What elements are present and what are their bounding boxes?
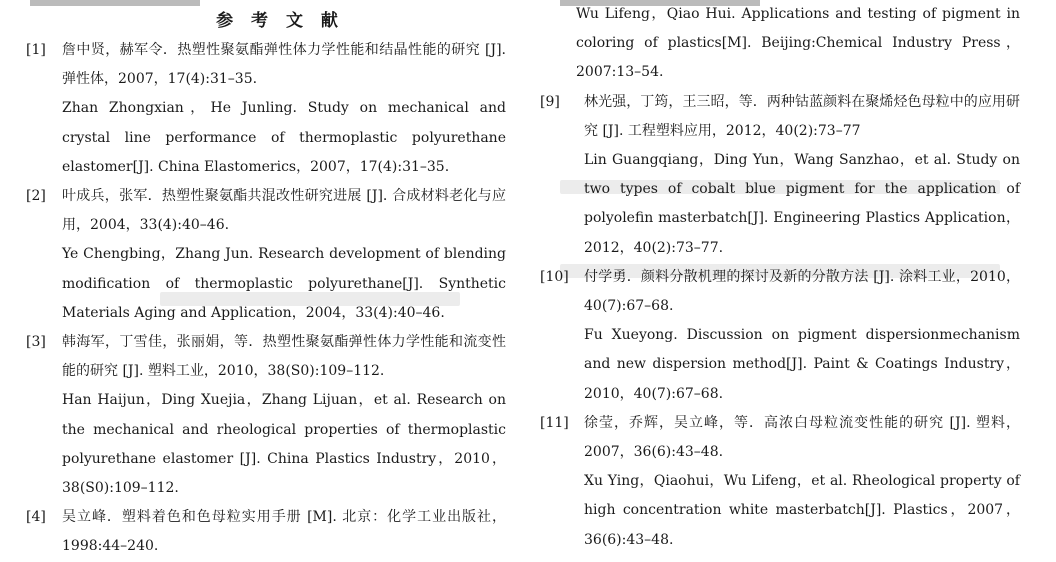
reference-number: [2] (26, 188, 46, 205)
reference-entry (540, 88, 1020, 263)
reference-entry (26, 182, 506, 328)
reference-number: [1] (26, 42, 46, 58)
reference-number: [4] (26, 509, 46, 526)
references-heading: 参 考 文 献 (216, 11, 344, 31)
reference-chinese: 叶成兵，张军．热塑性聚氨酯共混改性研究进展 [J]. 合成材料老化与应用，2004，33(4):40–46. (62, 188, 506, 234)
reference-number: [9] (540, 93, 560, 110)
reference-chinese: 徐莹，乔辉，吴立峰，等．高浓白母粒流变性能的研究 [J]. 塑料，2007，36(6):43–48. (584, 414, 1020, 461)
right-column (540, 0, 1020, 555)
reference-number: [10] (540, 268, 569, 285)
reference-entry (26, 328, 506, 503)
reference-continuation: Wu Lifeng，Qiao Hui. Applications and testing of pigment in coloring of plastics[M]. Beijing:Chemical Industry Press，2007:13–54. (576, 6, 1020, 81)
reference-chinese: 林光强，丁筠，王三昭，等．两种钴蓝颜料在聚烯烃色母粒中的应用研究 [J]. 工程塑料应用，2012，40(2):73–77 (584, 93, 1020, 139)
reference-entry (540, 263, 1020, 409)
reference-entry (26, 36, 506, 182)
reference-english: Fu Xueyong. Discussion on pigment dispersionmechanism and new dispersion method[J]. Paint & Coatings Industry，2010，40(7):67–68. (584, 327, 1020, 402)
left-column (26, 0, 506, 562)
reference-english: Xu Ying，Qiaohui，Wu Lifeng，et al. Rheological property of high concentration white masterbatch[J]. Plastics，2007，36(6):43–48. (584, 473, 1020, 548)
reference-english: Han Haijun，Ding Xuejia，Zhang Lijuan，et al. Research on the mechanical and rheological properties of thermoplastic polyurethane elastomer [J]. China Plastics Industry，2010，38(S0):109–112. (62, 392, 506, 497)
reference-english: Ye Chengbing，Zhang Jun. Research development of blending modification of thermoplastic polyurethane[J]. Synthetic Materials Aging and Application，2004，33(4):40–46. (62, 246, 506, 321)
reference-chinese: 付学勇．颜料分散机理的探讨及新的分散方法 [J]. 涂料工业，2010，40(7):67–68. (584, 268, 1020, 315)
reference-entry (26, 503, 506, 561)
reference-entry (540, 409, 1020, 555)
reference-number: [11] (540, 414, 569, 431)
reference-chinese: 吴立峰．塑料着色和色母粒实用手册 [M]. 北京：化学工业出版社，1998:44–240. (62, 509, 506, 555)
reference-chinese: 韩海军，丁雪佳，张丽娟，等．热塑性聚氨酯弹性体力学性能和流变性能的研究 [J]. 塑料工业，2010，38(S0):109–112. (62, 334, 506, 380)
reference-chinese: 詹中贤，赫军令．热塑性聚氨酯弹性体力学性能和结晶性能的研究 [J]. 弹性体，2007，17(4):31–35. (62, 42, 506, 88)
reference-english: Lin Guangqiang，Ding Yun，Wang Sanzhao，et al. Study on two types of cobalt blue pigment for the application of polyolefin masterbatch[J]. Engineering Plastics Application，2012，40(2):73–77. (584, 152, 1020, 256)
reference-number: [3] (26, 334, 46, 351)
reference-english: Zhan Zhongxian，He Junling. Study on mechanical and crystal line performance of thermoplastic polyurethane elastomer[J]. China Elastomerics，2007，17(4):31–35. (62, 100, 506, 175)
